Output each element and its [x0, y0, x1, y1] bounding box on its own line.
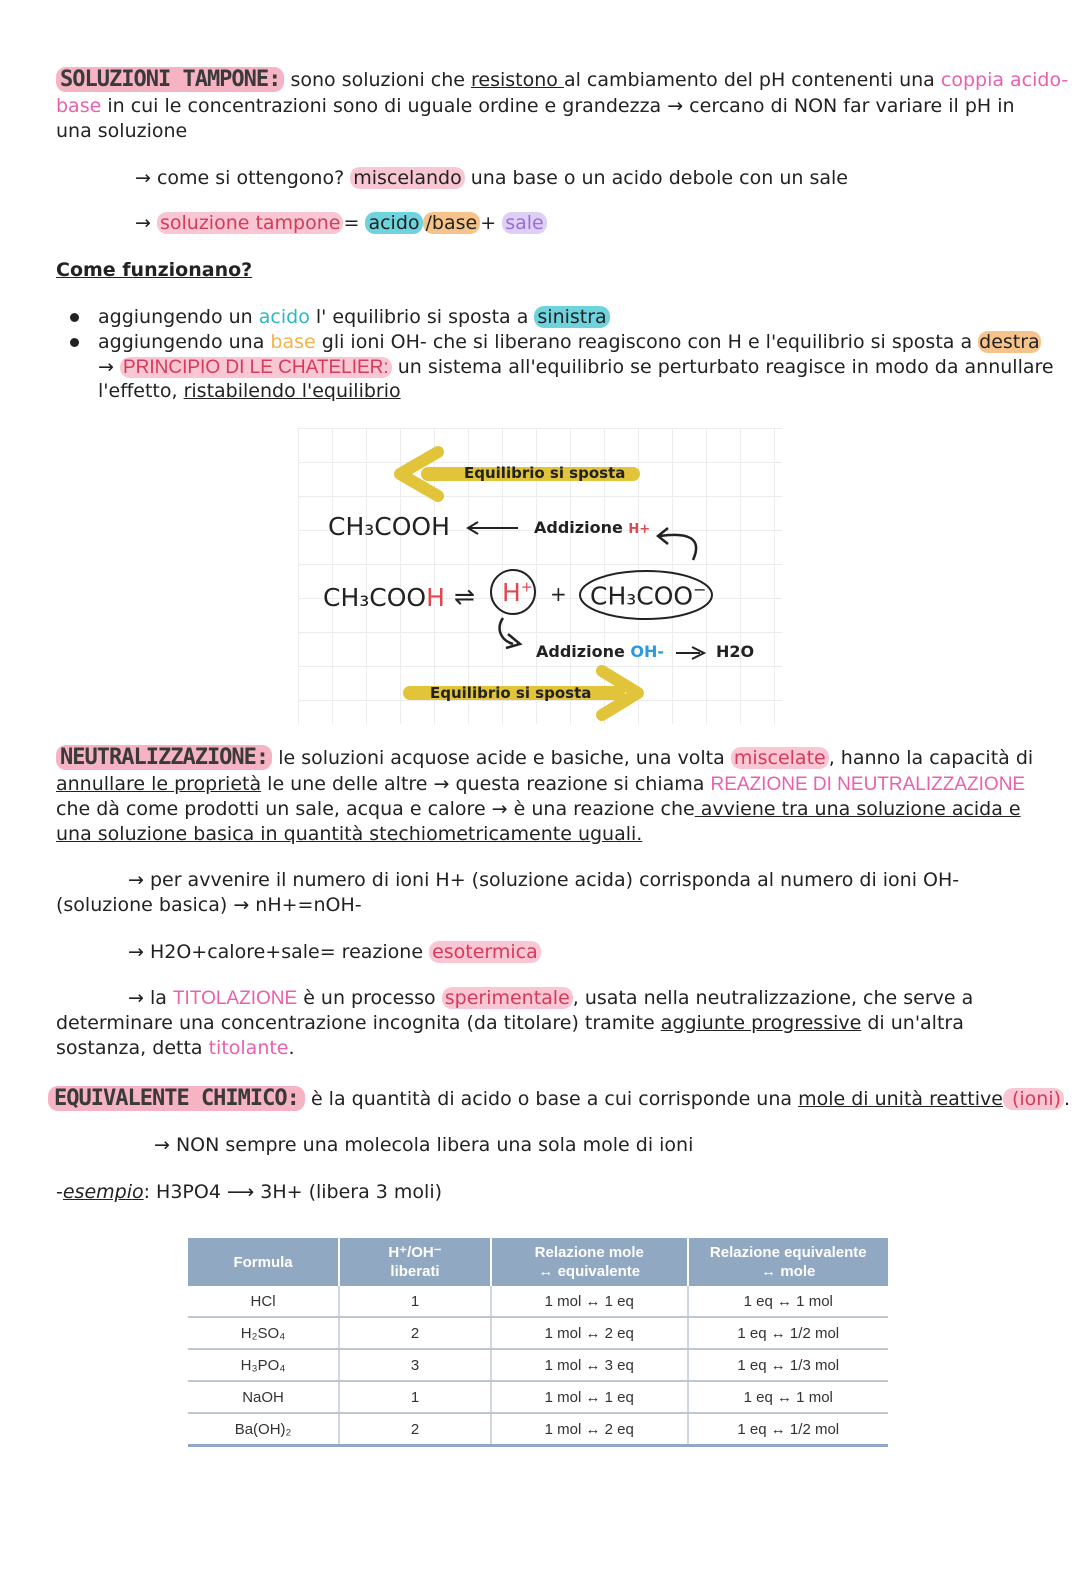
esempio-line: -esempio: H3PO4 ⟶ 3H+ (libera 3 moli)	[56, 1181, 443, 1203]
table-row: H₂SO₄ 2 1 mol ↔ 2 eq 1 eq ↔ 1/2 mol	[188, 1317, 888, 1349]
h-ion: H+	[502, 578, 533, 607]
neutral-line-2: annullare le proprietà le une delle altre → questa reazione si chiama REAZIONE DI NEUTRALIZZAZIONE	[56, 773, 1026, 795]
bottom-arrow-label: Equilibrio si sposta	[430, 684, 592, 702]
row1-label: Addizione H+	[534, 518, 651, 537]
row1-formula: CH₃COOH	[328, 512, 450, 541]
table-row: HCl 1 1 mol ↔ 1 eq 1 eq ↔ 1 mol	[188, 1286, 888, 1317]
equivalente-line-1: EQUIVALENTE CHIMICO: è la quantità di acido o base a cui corrisponde una mole di unità reattive (ioni) .	[48, 1087, 1070, 1111]
tampone-line-3: una soluzione	[56, 120, 188, 142]
neutral-arrow-3: → la TITOLAZIONE è un processo sperimentale , usata nella neutralizzazione, che serve a	[128, 987, 974, 1009]
neutral-arrow-1b: (soluzione basica) → nH+=nOH-	[56, 894, 362, 916]
neutral-line-titolazione-2: determinare una concentrazione incognita (da titolare) tramite aggiunte progressive di un'altra	[56, 1012, 964, 1034]
equivalente-heading: EQUIVALENTE CHIMICO:	[48, 1086, 305, 1111]
funzionano-heading: Come funzionano?	[56, 259, 253, 281]
table-header-row	[188, 1238, 888, 1286]
funzionano-bullet-2: aggiungendo una base gli ioni OH- che si liberano reagiscono con H e l'equilibrio si sposta a destra	[98, 331, 1040, 353]
tampone-line-2: base in cui le concentrazioni sono di uguale ordine e grandezza → cercano di NON far variare il pH in	[56, 95, 1015, 117]
row3-label: Addizione OH-	[536, 642, 665, 661]
table-header: Relazione mole ↔ equivalente	[491, 1238, 688, 1286]
funzionano-bullet-1: aggiungendo un acido l' equilibrio si sposta a sinistra	[98, 305, 610, 329]
top-arrow-label: Equilibrio si sposta	[464, 464, 626, 482]
table-row: H₃PO₄ 3 1 mol ↔ 3 eq 1 eq ↔ 1/3 mol	[188, 1349, 888, 1381]
neutral-arrow-2: → H2O+calore+sale= reazione esotermica	[128, 940, 541, 964]
equivalente-arrow: → NON sempre una molecola libera una sola mole di ioni	[154, 1134, 694, 1156]
equivalents-table	[188, 1238, 888, 1447]
table-row: NaOH 1 1 mol ↔ 1 eq 1 eq ↔ 1 mol	[188, 1381, 888, 1413]
table-header: Relazione equivalente ↔ mole	[688, 1238, 888, 1286]
neutral-arrow-1: → per avvenire il numero di ioni H+ (soluzione acida) corrisponda al numero di ioni OH-	[128, 869, 960, 891]
curve-arrow-bottom	[500, 618, 513, 644]
plus-sign: +	[550, 582, 567, 606]
chatelier-line-1: → PRINCIPIO DI LE CHATELIER: un sistema all'equilibrio se perturbato reagisce in modo da annullare	[98, 356, 1054, 378]
chatelier-line-2: l'effetto, ristabilendo l'equilibrio	[98, 380, 401, 402]
tampone-line-1: SOLUZIONI TAMPONE: sono soluzioni che resistono al cambiamento del pH contenenti una coppia acido-	[56, 68, 1068, 92]
tampone-arrow-2: → soluzione tampone = acido /base + sale	[135, 211, 547, 235]
neutral-line-3: che dà come prodotti un sale, acqua e calore → è una reazione che avviene tra una soluzione acida e	[56, 798, 1021, 820]
anion: CH₃COO−	[590, 580, 707, 611]
table-header: Formula	[188, 1238, 339, 1286]
bullet-dot	[70, 338, 79, 347]
equilibrium-diagram	[298, 428, 782, 724]
table-row: Ba(OH)₂ 2 1 mol ↔ 2 eq 1 eq ↔ 1/2 mol	[188, 1413, 888, 1446]
neutral-heading: NEUTRALIZZAZIONE:	[56, 745, 272, 770]
neutral-line-4: una soluzione basica in quantità stechiometricamente uguali.	[56, 823, 643, 845]
bullet-dot	[70, 313, 79, 322]
neutral-line-1: NEUTRALIZZAZIONE: le soluzioni acquose acide e basiche, una volta miscelate , hanno la capacità di	[56, 746, 1033, 770]
tampone-arrow-1: → come si ottengono? miscelando una base o un acido debole con un sale	[135, 167, 848, 189]
equilibrium-sign: ⇌	[454, 582, 475, 611]
row3-product: H2O	[716, 642, 755, 661]
table-header: H⁺/OH⁻ liberati	[339, 1238, 491, 1286]
neutral-line-titolazione-3: sostanza, detta titolante.	[56, 1037, 295, 1059]
row2-formula: CH₃COOH	[323, 583, 445, 612]
tampone-heading: SOLUZIONI TAMPONE:	[56, 67, 284, 92]
curve-arrow-top	[660, 535, 696, 560]
